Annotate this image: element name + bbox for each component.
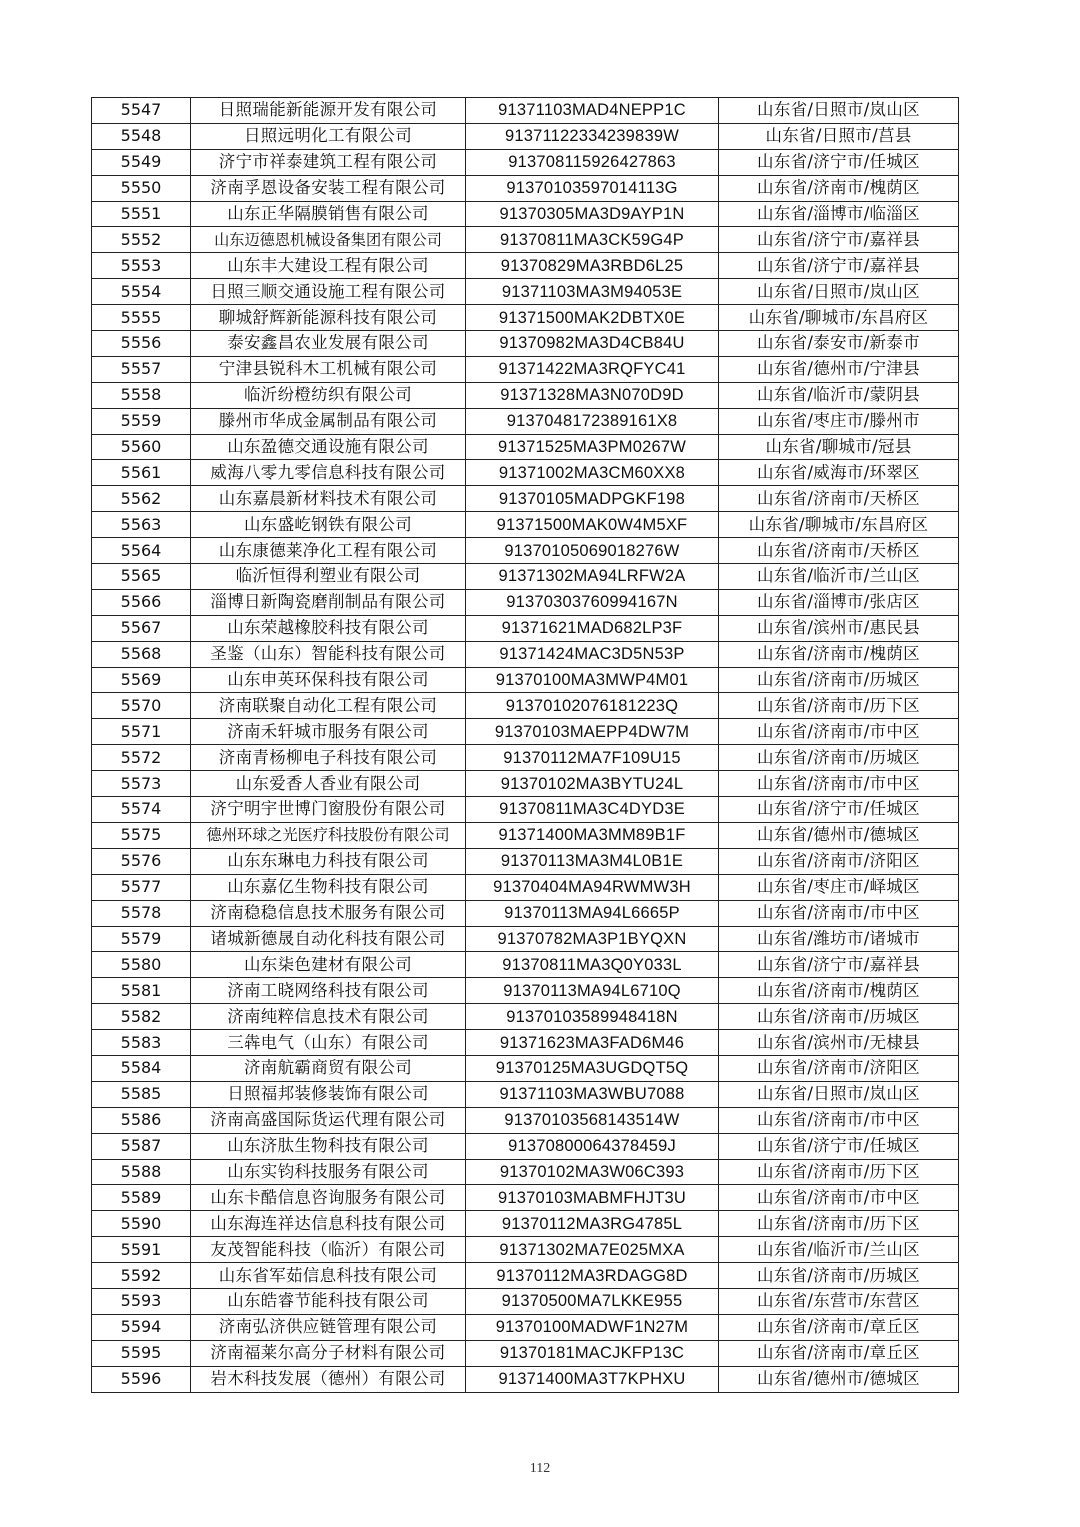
table-row (92, 1237, 959, 1263)
company-name-cell: 山东皓睿节能科技有限公司 (191, 1288, 466, 1314)
credit-code-cell: 91370782MA3P1BYQXN (466, 926, 719, 952)
company-name-cell: 临沂恒得利塑业有限公司 (191, 564, 466, 590)
region-cell: 山东省/济宁市/嘉祥县 (719, 952, 959, 978)
region-cell: 山东省/济南市/章丘区 (719, 1340, 959, 1366)
table-row (92, 1004, 959, 1030)
region-cell: 山东省/济宁市/任城区 (719, 1133, 959, 1159)
credit-code-cell: 91371302MA94LRFW2A (466, 564, 719, 590)
row-number-cell: 5547 (92, 98, 191, 124)
row-number-cell: 5592 (92, 1263, 191, 1289)
region-cell: 山东省/济南市/章丘区 (719, 1314, 959, 1340)
region-cell: 山东省/济南市/市中区 (719, 771, 959, 797)
region-cell: 山东省/济南市/市中区 (719, 900, 959, 926)
company-name-cell: 山东嘉晨新材料技术有限公司 (191, 486, 466, 512)
row-number-cell: 5564 (92, 538, 191, 564)
row-number-cell: 5567 (92, 615, 191, 641)
credit-code-cell: 913708115926427863 (466, 149, 719, 175)
region-cell: 山东省/济南市/市中区 (719, 719, 959, 745)
table-row (92, 512, 959, 538)
row-number-cell: 5571 (92, 719, 191, 745)
company-name-cell: 日照瑞能新能源开发有限公司 (191, 98, 466, 124)
company-registry-table (91, 97, 959, 1393)
row-number-cell: 5582 (92, 1004, 191, 1030)
company-name-cell: 友茂智能科技（临沂）有限公司 (191, 1237, 466, 1263)
table-row (92, 952, 959, 978)
company-name-cell: 济南禾轩城市服务有限公司 (191, 719, 466, 745)
credit-code-cell: 91370102MA3BYTU24L (466, 771, 719, 797)
credit-code-cell: 91371525MA3PM0267W (466, 434, 719, 460)
row-number-cell: 5549 (92, 149, 191, 175)
company-name-cell: 山东卡酷信息咨询服务有限公司 (191, 1185, 466, 1211)
row-number-cell: 5570 (92, 693, 191, 719)
credit-code-cell: 91370112MA3RG4785L (466, 1211, 719, 1237)
credit-code-cell: 91370829MA3RBD6L25 (466, 253, 719, 279)
credit-code-cell: 91370103MABMFHJT3U (466, 1185, 719, 1211)
credit-code-cell: 91370125MA3UGDQT5Q (466, 1055, 719, 1081)
table-row (92, 1340, 959, 1366)
region-cell: 山东省/济南市/市中区 (719, 1107, 959, 1133)
row-number-cell: 5560 (92, 434, 191, 460)
credit-code-cell: 91371500MAK0W4M5XF (466, 512, 719, 538)
row-number-cell: 5572 (92, 745, 191, 771)
credit-code-cell: 91370105MADPGKF198 (466, 486, 719, 512)
company-name-cell: 济南弘济供应链管理有限公司 (191, 1314, 466, 1340)
row-number-cell: 5556 (92, 331, 191, 357)
company-name-cell: 德州环球之光医疗科技股份有限公司 (191, 822, 466, 848)
region-cell: 山东省/日照市/岚山区 (719, 1081, 959, 1107)
credit-code-cell: 91370102076181223Q (466, 693, 719, 719)
table-row (92, 564, 959, 590)
credit-code-cell: 91371002MA3CM60XX8 (466, 460, 719, 486)
row-number-cell: 5587 (92, 1133, 191, 1159)
row-number-cell: 5552 (92, 227, 191, 253)
row-number-cell: 5555 (92, 305, 191, 331)
company-name-cell: 山东东琳电力科技有限公司 (191, 848, 466, 874)
region-cell: 山东省/济南市/槐荫区 (719, 978, 959, 1004)
region-cell: 山东省/聊城市/冠县 (719, 434, 959, 460)
region-cell: 山东省/济宁市/嘉祥县 (719, 253, 959, 279)
region-cell: 山东省/东营市/东营区 (719, 1288, 959, 1314)
row-number-cell: 5595 (92, 1340, 191, 1366)
table-row (92, 822, 959, 848)
region-cell: 山东省/济南市/天桥区 (719, 538, 959, 564)
table-row (92, 615, 959, 641)
credit-code-cell: 91370102MA3W06C393 (466, 1159, 719, 1185)
table-row (92, 460, 959, 486)
credit-code-cell: 91370112MA3RDAGG8D (466, 1263, 719, 1289)
company-name-cell: 山东省军茹信息科技有限公司 (191, 1263, 466, 1289)
table-row (92, 641, 959, 667)
region-cell: 山东省/济南市/市中区 (719, 1185, 959, 1211)
row-number-cell: 5589 (92, 1185, 191, 1211)
table-row (92, 331, 959, 357)
region-cell: 山东省/潍坊市/诸城市 (719, 926, 959, 952)
region-cell: 山东省/济南市/历城区 (719, 1263, 959, 1289)
row-number-cell: 5591 (92, 1237, 191, 1263)
region-cell: 山东省/聊城市/东昌府区 (719, 305, 959, 331)
row-number-cell: 5563 (92, 512, 191, 538)
credit-code-cell: 91371122334239839W (466, 123, 719, 149)
row-number-cell: 5575 (92, 822, 191, 848)
company-name-cell: 圣鉴（山东）智能科技有限公司 (191, 641, 466, 667)
row-number-cell: 5554 (92, 279, 191, 305)
credit-code-cell: 91370103568143514W (466, 1107, 719, 1133)
row-number-cell: 5590 (92, 1211, 191, 1237)
company-name-cell: 济南稳稳信息技术服务有限公司 (191, 900, 466, 926)
credit-code-cell: 91370800064378459J (466, 1133, 719, 1159)
table-row (92, 227, 959, 253)
region-cell: 山东省/日照市/岚山区 (719, 98, 959, 124)
company-name-cell: 济宁市祥泰建筑工程有限公司 (191, 149, 466, 175)
table-row (92, 797, 959, 823)
credit-code-cell: 91371400MA3T7KPHXU (466, 1366, 719, 1392)
region-cell: 山东省/德州市/德城区 (719, 1366, 959, 1392)
company-name-cell: 宁津县锐科木工机械有限公司 (191, 356, 466, 382)
company-name-cell: 山东嘉亿生物科技有限公司 (191, 874, 466, 900)
region-cell: 山东省/济南市/天桥区 (719, 486, 959, 512)
credit-code-cell: 91370103MAEPP4DW7M (466, 719, 719, 745)
region-cell: 山东省/济南市/槐荫区 (719, 175, 959, 201)
company-name-cell: 威海八零九零信息科技有限公司 (191, 460, 466, 486)
region-cell: 山东省/枣庄市/滕州市 (719, 408, 959, 434)
row-number-cell: 5576 (92, 848, 191, 874)
row-number-cell: 5577 (92, 874, 191, 900)
company-name-cell: 山东柒色建材有限公司 (191, 952, 466, 978)
table-row (92, 1263, 959, 1289)
table-row (92, 1288, 959, 1314)
credit-code-cell: 91371103MA3M94053E (466, 279, 719, 305)
credit-code-cell: 91371500MAK2DBTX0E (466, 305, 719, 331)
row-number-cell: 5584 (92, 1055, 191, 1081)
credit-code-cell: 91370811MA3Q0Y033L (466, 952, 719, 978)
region-cell: 山东省/枣庄市/峄城区 (719, 874, 959, 900)
table-row (92, 408, 959, 434)
page-number: 112 (529, 1461, 551, 1476)
company-name-cell: 济南工晓网络科技有限公司 (191, 978, 466, 1004)
region-cell: 山东省/淄博市/张店区 (719, 589, 959, 615)
credit-code-cell: 91370100MA3MWP4M01 (466, 667, 719, 693)
row-number-cell: 5561 (92, 460, 191, 486)
row-number-cell: 5557 (92, 356, 191, 382)
table-row (92, 1314, 959, 1340)
region-cell: 山东省/日照市/岚山区 (719, 279, 959, 305)
company-name-cell: 济南青杨柳电子科技有限公司 (191, 745, 466, 771)
region-cell: 山东省/聊城市/东昌府区 (719, 512, 959, 538)
credit-code-cell: 91370113MA94L6665P (466, 900, 719, 926)
company-name-cell: 诸城新德晟自动化科技有限公司 (191, 926, 466, 952)
row-number-cell: 5574 (92, 797, 191, 823)
table-row (92, 745, 959, 771)
table-row (92, 1081, 959, 1107)
credit-code-cell: 91370404MA94RWMW3H (466, 874, 719, 900)
row-number-cell: 5581 (92, 978, 191, 1004)
credit-code-cell: 91371328MA3N070D9D (466, 382, 719, 408)
company-name-cell: 济南联聚自动化工程有限公司 (191, 693, 466, 719)
company-name-cell: 山东迈德恩机械设备集团有限公司 (191, 227, 466, 253)
company-name-cell: 山东申英环保科技有限公司 (191, 667, 466, 693)
company-name-cell: 山东丰大建设工程有限公司 (191, 253, 466, 279)
credit-code-cell: 91370113MA94L6710Q (466, 978, 719, 1004)
row-number-cell: 5586 (92, 1107, 191, 1133)
company-name-cell: 岩木科技发展（德州）有限公司 (191, 1366, 466, 1392)
company-name-cell: 山东康德莱净化工程有限公司 (191, 538, 466, 564)
table-row (92, 1055, 959, 1081)
table-row (92, 874, 959, 900)
table-row (92, 926, 959, 952)
row-number-cell: 5596 (92, 1366, 191, 1392)
credit-code-cell: 91370811MA3CK59G4P (466, 227, 719, 253)
credit-code-cell: 91370100MADWF1N27M (466, 1314, 719, 1340)
region-cell: 山东省/临沂市/蒙阴县 (719, 382, 959, 408)
company-name-cell: 山东荣越橡胶科技有限公司 (191, 615, 466, 641)
credit-code-cell: 91371103MAD4NEPP1C (466, 98, 719, 124)
company-name-cell: 山东正华隔膜销售有限公司 (191, 201, 466, 227)
row-number-cell: 5551 (92, 201, 191, 227)
table-row (92, 356, 959, 382)
company-name-cell: 济南航霸商贸有限公司 (191, 1055, 466, 1081)
credit-code-cell: 91370305MA3D9AYP1N (466, 201, 719, 227)
credit-code-cell: 91370112MA7F109U15 (466, 745, 719, 771)
table-row (92, 486, 959, 512)
table-row (92, 382, 959, 408)
company-name-cell: 泰安鑫昌农业发展有限公司 (191, 331, 466, 357)
row-number-cell: 5562 (92, 486, 191, 512)
row-number-cell: 5593 (92, 1288, 191, 1314)
table-row (92, 538, 959, 564)
credit-code-cell: 9137048172389161X8 (466, 408, 719, 434)
row-number-cell: 5565 (92, 564, 191, 590)
region-cell: 山东省/滨州市/无棣县 (719, 1030, 959, 1056)
region-cell: 山东省/济南市/历下区 (719, 693, 959, 719)
table-body (92, 98, 959, 1393)
company-name-cell: 济南高盛国际货运代理有限公司 (191, 1107, 466, 1133)
row-number-cell: 5550 (92, 175, 191, 201)
region-cell: 山东省/临沂市/兰山区 (719, 564, 959, 590)
row-number-cell: 5594 (92, 1314, 191, 1340)
region-cell: 山东省/济南市/历城区 (719, 1004, 959, 1030)
company-name-cell: 山东海连祥达信息科技有限公司 (191, 1211, 466, 1237)
row-number-cell: 5568 (92, 641, 191, 667)
row-number-cell: 5573 (92, 771, 191, 797)
row-number-cell: 5588 (92, 1159, 191, 1185)
row-number-cell: 5579 (92, 926, 191, 952)
table-row (92, 279, 959, 305)
row-number-cell: 5566 (92, 589, 191, 615)
table-row (92, 771, 959, 797)
table-row (92, 201, 959, 227)
row-number-cell: 5559 (92, 408, 191, 434)
credit-code-cell: 91370500MA7LKKE955 (466, 1288, 719, 1314)
region-cell: 山东省/济宁市/任城区 (719, 149, 959, 175)
company-name-cell: 三犇电气（山东）有限公司 (191, 1030, 466, 1056)
region-cell: 山东省/济南市/槐荫区 (719, 641, 959, 667)
credit-code-cell: 91370982MA3D4CB84U (466, 331, 719, 357)
region-cell: 山东省/济南市/历下区 (719, 1211, 959, 1237)
region-cell: 山东省/济宁市/任城区 (719, 797, 959, 823)
company-name-cell: 临沂纷橙纺织有限公司 (191, 382, 466, 408)
region-cell: 山东省/滨州市/惠民县 (719, 615, 959, 641)
credit-code-cell: 91370103597014113G (466, 175, 719, 201)
company-name-cell: 济宁明宇世博门窗股份有限公司 (191, 797, 466, 823)
region-cell: 山东省/泰安市/新泰市 (719, 331, 959, 357)
table-row (92, 693, 959, 719)
row-number-cell: 5548 (92, 123, 191, 149)
region-cell: 山东省/济南市/历下区 (719, 1159, 959, 1185)
table-row (92, 98, 959, 124)
company-name-cell: 日照三顺交通设施工程有限公司 (191, 279, 466, 305)
company-name-cell: 聊城舒辉新能源科技有限公司 (191, 305, 466, 331)
table-row (92, 123, 959, 149)
row-number-cell: 5578 (92, 900, 191, 926)
table-row (92, 1133, 959, 1159)
region-cell: 山东省/济南市/济阳区 (719, 1055, 959, 1081)
table-row (92, 667, 959, 693)
table-row (92, 1107, 959, 1133)
table-row (92, 253, 959, 279)
credit-code-cell: 91370103589948418N (466, 1004, 719, 1030)
company-name-cell: 山东爱香人香业有限公司 (191, 771, 466, 797)
region-cell: 山东省/济南市/济阳区 (719, 848, 959, 874)
region-cell: 山东省/淄博市/临淄区 (719, 201, 959, 227)
table-row (92, 1185, 959, 1211)
table-row (92, 305, 959, 331)
table-row (92, 978, 959, 1004)
region-cell: 山东省/德州市/宁津县 (719, 356, 959, 382)
region-cell: 山东省/日照市/莒县 (719, 123, 959, 149)
company-name-cell: 山东盈德交通设施有限公司 (191, 434, 466, 460)
region-cell: 山东省/济宁市/嘉祥县 (719, 227, 959, 253)
row-number-cell: 5558 (92, 382, 191, 408)
company-name-cell: 日照远明化工有限公司 (191, 123, 466, 149)
company-name-cell: 山东实钧科技服务有限公司 (191, 1159, 466, 1185)
row-number-cell: 5580 (92, 952, 191, 978)
company-name-cell: 济南孚恩设备安装工程有限公司 (191, 175, 466, 201)
table-row (92, 175, 959, 201)
table-row (92, 848, 959, 874)
table-row (92, 1366, 959, 1392)
credit-code-cell: 91370105069018276W (466, 538, 719, 564)
region-cell: 山东省/临沂市/兰山区 (719, 1237, 959, 1263)
table-row (92, 434, 959, 460)
table-row (92, 1211, 959, 1237)
credit-code-cell: 91371302MA7E025MXA (466, 1237, 719, 1263)
row-number-cell: 5585 (92, 1081, 191, 1107)
credit-code-cell: 91371424MAC3D5N53P (466, 641, 719, 667)
credit-code-cell: 91371103MA3WBU7088 (466, 1081, 719, 1107)
credit-code-cell: 91370113MA3M4L0B1E (466, 848, 719, 874)
credit-code-cell: 91370303760994167N (466, 589, 719, 615)
row-number-cell: 5553 (92, 253, 191, 279)
credit-code-cell: 91370181MACJKFP13C (466, 1340, 719, 1366)
credit-code-cell: 91371621MAD682LP3F (466, 615, 719, 641)
region-cell: 山东省/威海市/环翠区 (719, 460, 959, 486)
credit-code-cell: 91371400MA3MM89B1F (466, 822, 719, 848)
table-row (92, 589, 959, 615)
region-cell: 山东省/济南市/历城区 (719, 667, 959, 693)
company-name-cell: 山东济肽生物科技有限公司 (191, 1133, 466, 1159)
company-name-cell: 济南福莱尔高分子材料有限公司 (191, 1340, 466, 1366)
table-row (92, 719, 959, 745)
company-name-cell: 济南纯粹信息技术有限公司 (191, 1004, 466, 1030)
region-cell: 山东省/济南市/历城区 (719, 745, 959, 771)
credit-code-cell: 91371422MA3RQFYC41 (466, 356, 719, 382)
row-number-cell: 5569 (92, 667, 191, 693)
region-cell: 山东省/德州市/德城区 (719, 822, 959, 848)
company-name-cell: 日照福邦装修装饰有限公司 (191, 1081, 466, 1107)
credit-code-cell: 91371623MA3FAD6M46 (466, 1030, 719, 1056)
table-row (92, 1030, 959, 1056)
company-name-cell: 山东盛屹钢铁有限公司 (191, 512, 466, 538)
row-number-cell: 5583 (92, 1030, 191, 1056)
table-row (92, 149, 959, 175)
company-name-cell: 滕州市华成金属制品有限公司 (191, 408, 466, 434)
credit-code-cell: 91370811MA3C4DYD3E (466, 797, 719, 823)
table-row (92, 900, 959, 926)
table-row (92, 1159, 959, 1185)
company-name-cell: 淄博日新陶瓷磨削制品有限公司 (191, 589, 466, 615)
